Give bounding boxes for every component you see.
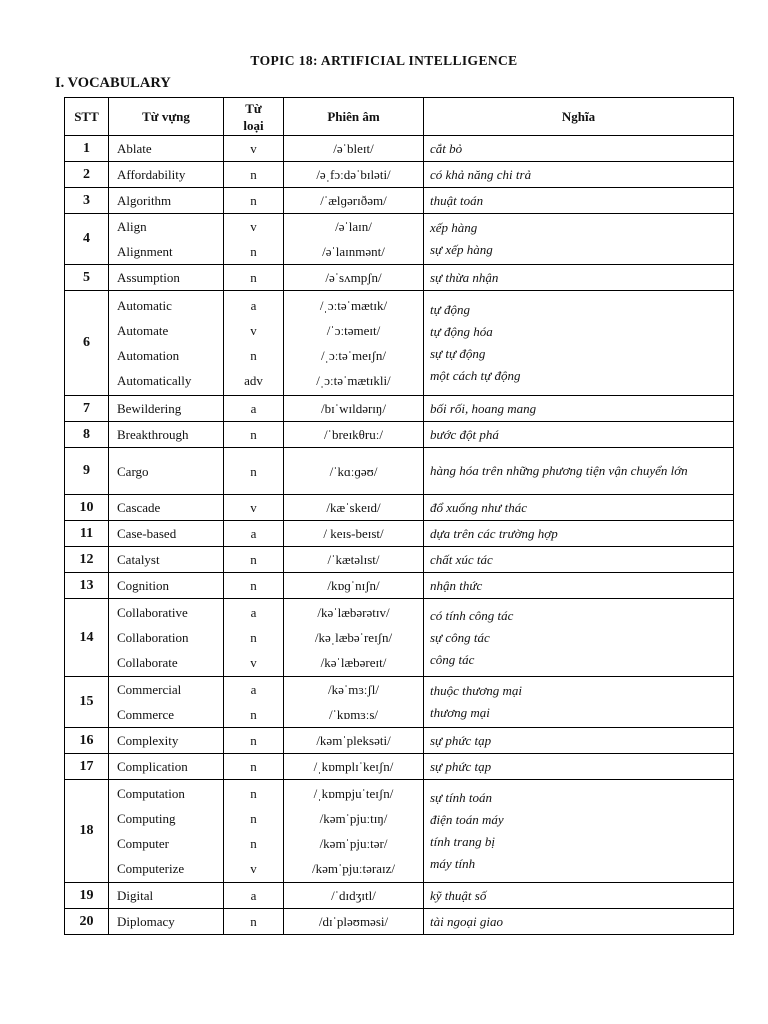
meaning: một cách tự động xyxy=(430,368,521,383)
part-of-speech-cell xyxy=(224,448,284,495)
table-header-row xyxy=(65,98,734,136)
row-number: 18 xyxy=(65,780,109,883)
phonetic-cell xyxy=(284,521,424,547)
part-of-speech-cell xyxy=(224,521,284,547)
phonetic: /ˌkɒmplɪˈkeɪʃn/ xyxy=(313,759,394,774)
vocab-word: Diplomacy xyxy=(117,914,175,929)
phonetic: /əˈlaɪn/ xyxy=(335,219,372,234)
row-number: 12 xyxy=(65,547,109,573)
vocab-word-cell xyxy=(109,573,224,599)
part-of-speech: a xyxy=(250,682,257,697)
vocab-word: Complication xyxy=(117,759,188,774)
vocab-word: Automation xyxy=(117,348,180,363)
row-number: 1 xyxy=(65,136,109,162)
phonetic-cell xyxy=(284,396,424,422)
vocab-word: Cascade xyxy=(117,500,161,515)
phonetic: /kəmˈpleksəti/ xyxy=(316,733,391,748)
meaning: điện toán máy xyxy=(430,812,504,827)
table-row xyxy=(65,422,734,448)
phonetic-cell xyxy=(284,265,424,291)
phonetic: /ˌɔːtəˈmeɪʃn/ xyxy=(321,348,386,363)
part-of-speech-cell xyxy=(224,573,284,599)
part-of-speech: v xyxy=(250,500,257,515)
vocab-word-cell xyxy=(109,265,224,291)
vocab-word: Automate xyxy=(117,323,169,338)
phonetic: /ˌɔːtəˈmætɪkli/ xyxy=(316,373,391,388)
part-of-speech-cell xyxy=(224,396,284,422)
part-of-speech: n xyxy=(250,914,257,929)
phonetic: /kəˌlæbəˈreɪʃn/ xyxy=(314,630,393,645)
table-row xyxy=(65,291,734,396)
vocab-word-cell xyxy=(109,291,224,396)
vocab-word: Complexity xyxy=(117,733,179,748)
meaning: có khả năng chi trả xyxy=(430,166,532,182)
row-number: 9 xyxy=(65,448,109,495)
vocab-word: Cognition xyxy=(117,578,170,593)
phonetic: /ˈkɑːɡəʊ/ xyxy=(329,463,378,479)
part-of-speech: v xyxy=(250,655,257,670)
header-ipa: Phiên âm xyxy=(284,98,424,136)
meaning: sự phức tạp xyxy=(430,758,492,774)
part-of-speech-cell xyxy=(224,188,284,214)
part-of-speech: n xyxy=(250,167,257,182)
part-of-speech-cell xyxy=(224,780,284,883)
meaning-cell xyxy=(424,495,734,521)
row-number: 11 xyxy=(65,521,109,547)
meaning-cell xyxy=(424,573,734,599)
vocab-word-cell xyxy=(109,162,224,188)
phonetic-cell xyxy=(284,547,424,573)
row-number: 5 xyxy=(65,265,109,291)
table-row xyxy=(65,677,734,728)
vocab-word: Computerize xyxy=(117,861,185,876)
vocab-word: Cargo xyxy=(117,463,149,479)
header-pos-line1: Từ xyxy=(245,100,262,116)
meaning: xếp hàng xyxy=(430,220,478,235)
meaning-cell xyxy=(424,780,734,883)
meaning: tự động hóa xyxy=(430,324,493,339)
row-number: 4 xyxy=(65,214,109,265)
phonetic: /ˈɔːtəmeɪt/ xyxy=(326,323,381,338)
meaning-cell xyxy=(424,396,734,422)
table-row xyxy=(65,495,734,521)
vocab-word-cell xyxy=(109,547,224,573)
meaning: nhận thức xyxy=(430,577,483,593)
meaning: sự công tác xyxy=(430,629,490,645)
part-of-speech: n xyxy=(250,733,257,748)
part-of-speech: n xyxy=(250,270,257,285)
table-row xyxy=(65,188,734,214)
part-of-speech-cell xyxy=(224,265,284,291)
part-of-speech-cell xyxy=(224,728,284,754)
phonetic: /ˈkætəlɪst/ xyxy=(327,552,380,567)
phonetic: /ˌkɒmpjuˈteɪʃn/ xyxy=(313,786,394,801)
phonetic: /kæˈskeɪd/ xyxy=(326,500,381,515)
phonetic-cell xyxy=(284,883,424,909)
meaning: chất xúc tác xyxy=(430,551,493,567)
meaning-cell xyxy=(424,422,734,448)
table-row xyxy=(65,909,734,935)
vocab-word: Alignment xyxy=(117,244,173,259)
meaning: đổ xuống như thác xyxy=(430,499,527,515)
meaning: sự tự động xyxy=(430,346,486,361)
meaning: thương mại xyxy=(430,705,490,720)
vocab-word-cell xyxy=(109,422,224,448)
meaning: công tác xyxy=(430,651,475,667)
page-title: TOPIC 18: ARTIFICIAL INTELLIGENCE xyxy=(250,53,518,68)
meaning: dựa trên các trường hợp xyxy=(430,525,558,541)
meaning-cell xyxy=(424,162,734,188)
phonetic: /əˌfɔːdəˈbɪləti/ xyxy=(316,167,391,182)
part-of-speech: a xyxy=(250,526,257,541)
vocab-word-cell xyxy=(109,754,224,780)
phonetic: /kəˈmɜːʃl/ xyxy=(328,682,379,697)
vocab-word-cell xyxy=(109,521,224,547)
phonetic-cell xyxy=(284,136,424,162)
part-of-speech: v xyxy=(250,219,257,234)
phonetic-cell xyxy=(284,448,424,495)
header-pos-line2: loại xyxy=(243,117,264,133)
vocab-word: Catalyst xyxy=(117,552,160,567)
meaning-cell xyxy=(424,188,734,214)
meaning-cell xyxy=(424,265,734,291)
row-number: 10 xyxy=(65,495,109,521)
phonetic: /əˈbleɪt/ xyxy=(333,141,374,156)
meaning: tài ngoại giao xyxy=(430,913,503,929)
vocab-word-cell xyxy=(109,396,224,422)
vocab-word: Align xyxy=(117,219,147,234)
meaning-cell xyxy=(424,136,734,162)
phonetic-cell xyxy=(284,495,424,521)
vocab-word: Affordability xyxy=(117,167,186,182)
table-row xyxy=(65,448,734,495)
table-row xyxy=(65,396,734,422)
phonetic: /kəmˈpjuːtər/ xyxy=(319,836,388,851)
vocab-word: Digital xyxy=(117,888,154,903)
vocab-word: Commercial xyxy=(117,682,182,697)
phonetic: /ˈkɒmɜːs/ xyxy=(328,707,379,722)
row-number: 7 xyxy=(65,396,109,422)
part-of-speech: a xyxy=(250,401,257,416)
phonetic: /kəˈlæbərətɪv/ xyxy=(317,605,390,620)
row-number: 13 xyxy=(65,573,109,599)
phonetic-cell xyxy=(284,422,424,448)
meaning: máy tính xyxy=(430,856,476,871)
table-row xyxy=(65,521,734,547)
phonetic: /ˌɔːtəˈmætɪk/ xyxy=(319,298,388,313)
meaning-cell xyxy=(424,291,734,396)
part-of-speech-cell xyxy=(224,883,284,909)
row-number: 20 xyxy=(65,909,109,935)
vocab-word: Algorithm xyxy=(117,193,172,208)
meaning: thuật toán xyxy=(430,192,484,208)
phonetic: /kəmˈpjuːtɪŋ/ xyxy=(319,811,388,826)
phonetic-cell xyxy=(284,677,424,728)
header-meaning: Nghĩa xyxy=(424,98,734,136)
table-row xyxy=(65,214,734,265)
vocab-word-cell xyxy=(109,188,224,214)
meaning-cell xyxy=(424,214,734,265)
row-number: 15 xyxy=(65,677,109,728)
vocab-word: Computer xyxy=(117,836,169,851)
vocab-word-cell xyxy=(109,728,224,754)
row-number: 6 xyxy=(65,291,109,396)
part-of-speech: n xyxy=(250,427,257,442)
phonetic-cell xyxy=(284,214,424,265)
phonetic-cell xyxy=(284,599,424,677)
meaning-cell xyxy=(424,521,734,547)
meaning: bước đột phá xyxy=(430,426,499,442)
part-of-speech-cell xyxy=(224,136,284,162)
row-number: 17 xyxy=(65,754,109,780)
part-of-speech: n xyxy=(250,759,257,774)
meaning-cell xyxy=(424,909,734,935)
vocab-word-cell xyxy=(109,214,224,265)
part-of-speech: a xyxy=(250,605,257,620)
phonetic: /ˈdɪdʒɪtl/ xyxy=(331,888,376,903)
table-row xyxy=(65,780,734,883)
vocab-word: Ablate xyxy=(117,141,152,156)
part-of-speech: a xyxy=(250,298,257,313)
table-row xyxy=(65,754,734,780)
vocab-word: Commerce xyxy=(117,707,175,722)
vocab-word-cell xyxy=(109,909,224,935)
part-of-speech: n xyxy=(250,244,257,259)
meaning: sự thừa nhận xyxy=(430,269,499,285)
header-word: Từ vựng xyxy=(109,98,224,136)
meaning-cell xyxy=(424,728,734,754)
vocab-word: Computation xyxy=(117,786,185,801)
vocab-word: Computing xyxy=(117,811,176,826)
phonetic: /kəˈlæbəreɪt/ xyxy=(320,655,387,670)
part-of-speech: n xyxy=(250,348,257,363)
part-of-speech: n xyxy=(250,193,257,208)
meaning: sự xếp hàng xyxy=(430,242,493,257)
meaning: có tính công tác xyxy=(430,607,514,623)
table-row xyxy=(65,136,734,162)
phonetic: /ˈbreɪkθruː/ xyxy=(324,427,383,442)
vocab-word-cell xyxy=(109,780,224,883)
vocab-word-cell xyxy=(109,883,224,909)
part-of-speech-cell xyxy=(224,422,284,448)
vocab-word: Breakthrough xyxy=(117,427,189,442)
part-of-speech: adv xyxy=(244,373,263,388)
table-row xyxy=(65,728,734,754)
vocab-word: Collaborate xyxy=(117,655,178,670)
part-of-speech-cell xyxy=(224,754,284,780)
vocab-word-cell xyxy=(109,495,224,521)
vocabulary-table xyxy=(64,97,734,935)
part-of-speech: n xyxy=(250,630,257,645)
meaning: cắt bỏ xyxy=(430,140,463,156)
phonetic: / keɪs-beɪst/ xyxy=(323,526,384,541)
vocab-word: Collaborative xyxy=(117,605,188,620)
meaning: hàng hóa trên những phương tiện vận chuyển lớn xyxy=(430,463,688,478)
part-of-speech-cell xyxy=(224,291,284,396)
meaning-cell xyxy=(424,883,734,909)
row-number: 16 xyxy=(65,728,109,754)
phonetic-cell xyxy=(284,754,424,780)
meaning-cell xyxy=(424,547,734,573)
phonetic: /kɒɡˈnɪʃn/ xyxy=(327,578,380,593)
table-row xyxy=(65,162,734,188)
part-of-speech: v xyxy=(250,861,257,876)
phonetic-cell xyxy=(284,728,424,754)
part-of-speech: n xyxy=(250,786,257,801)
row-number: 14 xyxy=(65,599,109,677)
meaning-cell xyxy=(424,677,734,728)
vocab-word: Automatically xyxy=(117,373,192,388)
phonetic: /kəmˈpjuːtəraɪz/ xyxy=(311,861,396,876)
part-of-speech-cell xyxy=(224,162,284,188)
part-of-speech-cell xyxy=(224,909,284,935)
meaning: sự phức tạp xyxy=(430,732,492,748)
vocab-word: Assumption xyxy=(117,270,180,285)
phonetic-cell xyxy=(284,188,424,214)
table-row xyxy=(65,599,734,677)
vocab-word-cell xyxy=(109,677,224,728)
part-of-speech: n xyxy=(250,707,257,722)
meaning: tự động xyxy=(430,302,470,317)
table-row xyxy=(65,573,734,599)
phonetic: /dɪˈpləʊməsi/ xyxy=(318,914,389,929)
vocab-word: Collaboration xyxy=(117,630,189,645)
meaning: bối rối, hoang mang xyxy=(430,400,537,416)
phonetic: /əˈsʌmpʃn/ xyxy=(325,270,382,285)
meaning: kỹ thuật số xyxy=(430,887,487,903)
part-of-speech: a xyxy=(250,888,257,903)
meaning: thuộc thương mại xyxy=(430,683,523,698)
row-number: 3 xyxy=(65,188,109,214)
part-of-speech: n xyxy=(250,811,257,826)
phonetic-cell xyxy=(284,291,424,396)
part-of-speech: n xyxy=(250,552,257,567)
vocab-word-cell xyxy=(109,599,224,677)
phonetic-cell xyxy=(284,162,424,188)
part-of-speech: v xyxy=(250,323,257,338)
part-of-speech-cell xyxy=(224,599,284,677)
vocab-word-cell xyxy=(109,136,224,162)
meaning-cell xyxy=(424,448,734,495)
vocab-word: Case-based xyxy=(117,526,177,541)
part-of-speech-cell xyxy=(224,547,284,573)
phonetic: /ˈælɡərɪðəm/ xyxy=(320,193,387,208)
row-number: 19 xyxy=(65,883,109,909)
part-of-speech: n xyxy=(250,463,257,479)
table-body xyxy=(65,136,734,935)
vocab-word: Bewildering xyxy=(117,401,182,416)
part-of-speech: v xyxy=(250,141,257,156)
header-pos xyxy=(224,98,284,136)
meaning: tính trang bị xyxy=(430,834,496,849)
phonetic-cell xyxy=(284,909,424,935)
vocab-word-cell xyxy=(109,448,224,495)
meaning: sự tính toán xyxy=(430,790,492,805)
row-number: 2 xyxy=(65,162,109,188)
phonetic: /bɪˈwɪldərɪŋ/ xyxy=(321,401,386,416)
table-row xyxy=(65,883,734,909)
part-of-speech-cell xyxy=(224,214,284,265)
row-number: 8 xyxy=(65,422,109,448)
table-row xyxy=(65,265,734,291)
header-stt: STT xyxy=(65,98,109,136)
part-of-speech-cell xyxy=(224,677,284,728)
meaning-cell xyxy=(424,599,734,677)
phonetic-cell xyxy=(284,573,424,599)
section-heading: I. VOCABULARY xyxy=(55,75,171,91)
phonetic: /əˈlaɪnmənt/ xyxy=(322,244,385,259)
phonetic-cell xyxy=(284,780,424,883)
table-row xyxy=(65,547,734,573)
part-of-speech-cell xyxy=(224,495,284,521)
meaning-cell xyxy=(424,754,734,780)
part-of-speech: n xyxy=(250,578,257,593)
part-of-speech: n xyxy=(250,836,257,851)
vocab-word: Automatic xyxy=(117,298,172,313)
